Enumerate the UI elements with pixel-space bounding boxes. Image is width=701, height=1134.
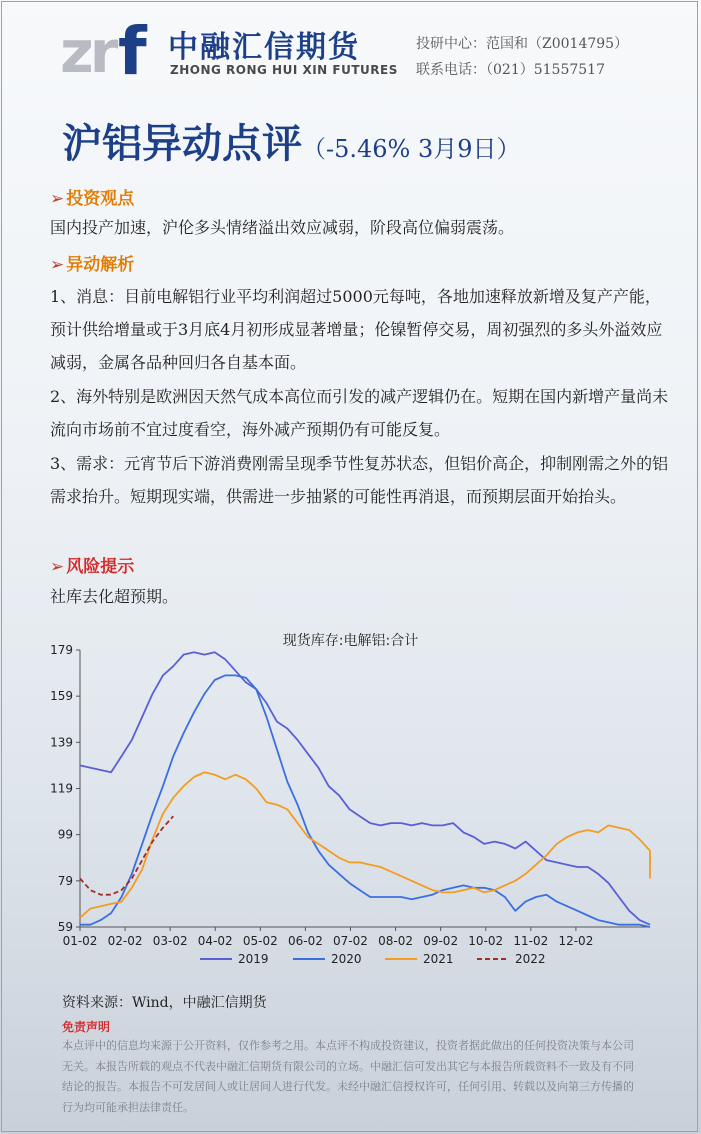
- y-tick-label: 179: [50, 645, 73, 657]
- source-note: 资料来源：Wind，中融汇信期货: [62, 995, 267, 1011]
- legend-label-2020: 2020: [331, 952, 362, 966]
- title-main: 沪铝异动点评: [62, 120, 302, 167]
- section-heading-view: [50, 184, 134, 209]
- arrow-icon: ➢: [50, 255, 65, 275]
- brand-name-en: ZHONG RONG HUI XIN FUTURES: [170, 63, 398, 77]
- legend-label-2019: 2019: [238, 952, 269, 966]
- y-tick-label: 59: [57, 920, 73, 934]
- x-tick-label: 02-02: [107, 934, 143, 948]
- x-tick-label: 01-02: [62, 934, 98, 948]
- contact-block: [416, 31, 628, 83]
- x-tick-label: 08-02: [378, 934, 414, 948]
- section-heading-view-label: 投资观点: [66, 189, 135, 209]
- series-line-2021: [80, 772, 650, 918]
- view-text: 国内投产加速，沪伦多头情绪溢出效应减弱，阶段高位偏弱震荡。: [50, 218, 515, 237]
- section-heading-risk-label: 风险提示: [66, 557, 135, 577]
- y-tick-label: 119: [50, 781, 73, 796]
- series-line-2022: [80, 816, 173, 895]
- contact-phone: 联系电话：（021）51557517: [416, 62, 605, 78]
- risk-text: 社库去化超预期。: [50, 587, 179, 606]
- svg-text:zr: zr: [60, 18, 115, 78]
- x-tick-label: 04-02: [197, 934, 233, 948]
- y-tick-label: 159: [50, 689, 73, 704]
- y-tick-label: 79: [57, 873, 73, 888]
- x-tick-label: 07-02: [333, 934, 368, 948]
- arrow-icon: ➢: [50, 189, 65, 209]
- section-heading-analysis: [50, 250, 134, 275]
- x-tick-label: 10-02: [468, 934, 504, 948]
- y-tick-label: 139: [50, 735, 73, 750]
- title-sub: （-5.46% 3月9日）: [302, 135, 521, 163]
- svg-text:f: f: [118, 13, 147, 78]
- analysis-paragraph-3: 3、需求：元宵节后下游消费刚需呈现季节性复苏状态，但铝价高企，抑制刚需之外的铝需求抬升。短期现实端，供需进一步抽紧的可能性再消退，而预期层面开始抬头。: [50, 454, 669, 506]
- y-tick-label: 99: [57, 827, 73, 842]
- analysis-paragraph-2: 2、海外特别是欧洲因天然气成本高位而引发的减产逻辑仍在。短期在国内新增产量尚未流向市场前不宜过度看空，海外减产预期仍有可能反复。: [50, 387, 669, 439]
- x-tick-label: 06-02: [287, 934, 323, 948]
- section-heading-analysis-label: 异动解析: [66, 255, 135, 275]
- brand-name-cn: 中融汇信期货: [168, 30, 360, 65]
- contact-researcher: 投研中心：范国和（Z0014795）: [416, 36, 629, 52]
- inventory-line-chart: [40, 645, 660, 980]
- series-line-2019: [80, 652, 650, 924]
- x-tick-label: 11-02: [513, 934, 549, 948]
- series-line-2020: [80, 675, 650, 927]
- x-tick-label: 03-02: [152, 934, 188, 948]
- x-tick-label: 09-02: [423, 934, 459, 948]
- x-tick-label: 12-02: [558, 934, 594, 948]
- legend-label-2022: 2022: [515, 952, 546, 966]
- disclaimer-title: 免责声明: [62, 1020, 111, 1034]
- page-title: [62, 112, 521, 169]
- company-logo: [60, 12, 160, 78]
- analysis-paragraph-1: 1、消息：目前电解铝行业平均利润超过5000元每吨，各地加速释放新增及复产产能，预计供给增量或于3月底4月初形成显著增量；伦镍暂停交易，周初强烈的多头外溢效应减弱，金属各品种回归各自基本面。: [50, 287, 663, 372]
- chart-title: 现货库存:电解铝:合计: [282, 633, 419, 649]
- legend-label-2021: 2021: [423, 952, 454, 966]
- arrow-icon: ➢: [50, 557, 65, 577]
- x-tick-label: 05-02: [242, 934, 278, 948]
- section-heading-risk: [50, 552, 134, 577]
- disclaimer-text: 本点评中的信息均来源于公开资料，仅作参考之用。本点评不构成投资建议，投资者据此做出的任何投资决策与本公司无关。本报告所载的观点不代表中融汇信期货有限公司的立场。中融汇信可发出其它与本报告所载资料不一致及有不同结论的报告。本报告不可发居间人或让居间人进行代发。未经中融汇信授权许可，任何引用、转载以及向第三方传播的行为均可能承担法律责任。: [62, 1039, 634, 1114]
